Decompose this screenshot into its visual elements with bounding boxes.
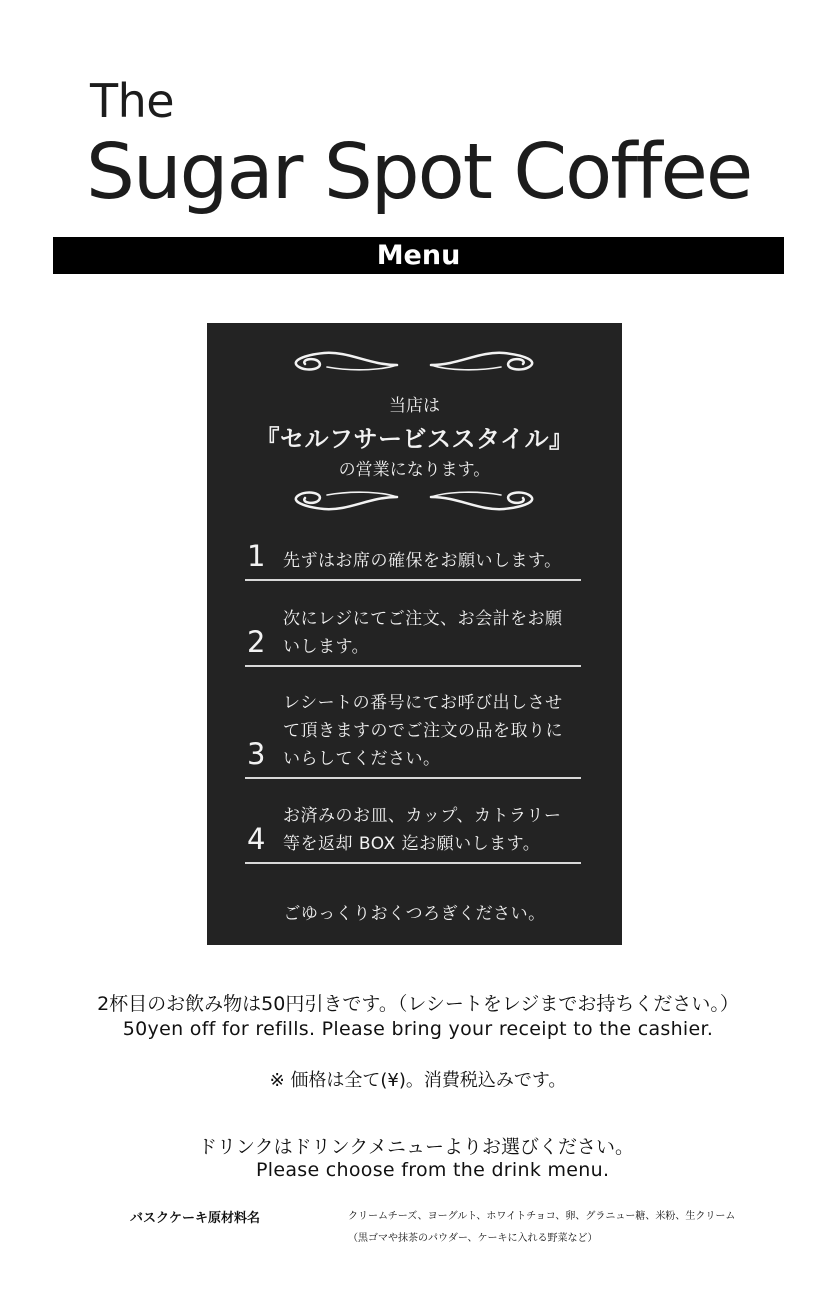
step-text-line: 先ずはお席の確保をお願いします。 <box>283 551 562 571</box>
step-text-line: レシートの番号にてお呼び出しさせ <box>283 693 563 713</box>
step-text-line: いします。 <box>283 637 370 657</box>
refill-note-jp: 2杯目のお飲み物は50円引きです。（レシートをレジまでお持ちください。） <box>97 993 739 1015</box>
step-2 <box>245 589 581 667</box>
intro-line-1: 当店は <box>389 396 440 416</box>
step-text-line: 次にレジにてご注文、お会計をお願 <box>283 609 563 629</box>
step-number: 1 <box>247 539 266 573</box>
drink-menu-note-jp: ドリンクはドリンクメニューよりお選びください。 <box>198 1136 635 1158</box>
step-text <box>283 605 581 661</box>
flourish-top-icon <box>279 345 549 377</box>
step-text <box>283 802 581 858</box>
step-3 <box>245 675 581 779</box>
self-service-panel <box>207 323 622 945</box>
refill-note-en: 50yen off for refills. Please bring your receipt to the cashier. <box>122 1018 714 1040</box>
price-note: ※ 価格は全て(¥)。消費税込みです。 <box>269 1070 567 1091</box>
drink-menu-note-en: Please choose from the drink menu. <box>256 1159 610 1181</box>
step-text-line: お済みのお皿、カップ、カトラリー <box>283 806 562 826</box>
intro-line-3: の営業になります。 <box>338 460 491 480</box>
step-text <box>283 547 581 575</box>
step-text-line: いらしてください。 <box>283 749 441 769</box>
ingredients-label: バスクケーキ原材料名 <box>130 1211 261 1226</box>
closing-message: ごゆっくりおくつろぎください。 <box>283 904 546 924</box>
step-text-line: て頂きますのでご注文の品を取りに <box>283 721 563 741</box>
step-number: 4 <box>247 822 266 856</box>
ingredients-list: クリームチーズ、ヨーグルト、ホワイトチョコ、卵、グラニュー糖、米粉、生クリーム <box>348 1211 736 1222</box>
shop-name-title: Sugar Spot Coffee <box>86 128 752 217</box>
step-number: 3 <box>247 737 266 771</box>
step-1 <box>245 535 581 581</box>
intro-headline: 『セルフサービススタイル』 <box>255 425 574 453</box>
flourish-bottom-icon <box>279 485 549 517</box>
step-4 <box>245 787 581 864</box>
step-text <box>283 689 581 773</box>
ingredients-note: （黒ゴマや抹茶のパウダー、ケーキに入れる野菜など） <box>348 1233 598 1244</box>
step-number: 2 <box>247 625 266 659</box>
menu-banner: Menu <box>53 237 784 274</box>
title-the: The <box>90 74 175 128</box>
step-text-line: 等を返却 BOX 迄お願いします。 <box>283 834 541 854</box>
